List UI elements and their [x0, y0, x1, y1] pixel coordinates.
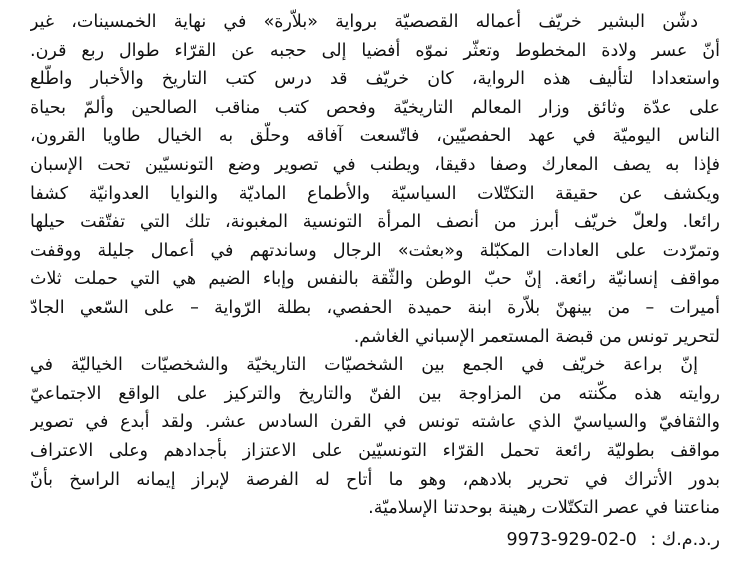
text-line: مناعتنا في عصر التكتّلات رهينة بوحدتنا الإسلاميّة.	[368, 498, 720, 519]
text-body	[30, 8, 720, 523]
text-line: مواقف بطوليّة رائعة تحمل القرّاء التونسيّين على الاعتزاز بأجدادهم وعلى الاعتراف	[30, 440, 720, 461]
isbn-number: 9973-929-02-0	[506, 530, 637, 550]
isbn-line	[506, 528, 720, 552]
text-line: فإذا به يصف المعارك وصفا دقيقا، ويطنب في تصوير وضع التونسيّين تحت الإسبان	[30, 154, 720, 175]
text-line: روايته هذه مكّنته من المزاوجة بين الفنّ والتاريخ والتركيز على الواقع الاجتماعيّ	[30, 383, 720, 404]
paragraph	[30, 351, 720, 523]
text-line: رائعا. ولعلّ خريّف أبرز من أنصف المرأة التونسية المغبونة، تلك التي تفتّقت حيلها	[30, 212, 720, 233]
isbn-label: ر.د.م.ك :	[650, 530, 720, 550]
text-line: أنّ عسر ولادة المخطوط وتعثّر نموّه أفضيا إلى حجبه عن القرّاء طوال ربع قرن.	[30, 40, 720, 61]
text-line: ويكشف عن حقيقة التكتّلات السياسيّة والأطماع الماديّة والنوايا العدوانيّة كشفا	[30, 183, 720, 204]
text-line: أميرات – من بينهنّ بلاّرة ابنة حميدة الحفصي، بطلة الرّواية – على السّعي الجادّ	[30, 297, 720, 318]
text-line: بدور الأتراك في تحرير بلادهم، وهو ما أتاح له الفرصة لإبراز إيمانه الراسخ بأنّ	[30, 469, 720, 490]
book-back-cover-text	[30, 8, 720, 553]
text-line: الناس اليوميّة في عهد الحفصيّين، فاتّسعت آفاقه وحلّق به الخيال طاويا القرون،	[30, 126, 720, 147]
paragraph	[30, 8, 720, 351]
text-line: مواقف إنسانيّة رائعة. إنّ حبّ الوطن والثّقة بالنفس وإباء الضيم هي التي حملت ثلاث	[30, 269, 720, 290]
text-line: والثقافيّ والسياسيّ الذي عاشته تونس في القرن السادس عشر. ولقد أبدع في تصوير	[30, 412, 720, 433]
text-line: على عدّة وثائق وزار المعالم التاريخيّة وفحص كتب مناقب الصالحين وألمّ بحياة	[30, 97, 720, 118]
text-line: لتحرير تونس من قبضة المستعمر الإسباني الغاشم.	[353, 326, 720, 347]
text-line: دشّن البشير خريّف أعماله القصصيّة برواية «بلاّرة» في نهاية الخمسينات، غير	[30, 12, 698, 32]
text-line: وتمرّدت على العادات المكبّلة و«بعثت» الرجال وساندتهم في أعمال جليلة ووقفت	[30, 240, 720, 261]
text-line: واستعدادا لتأليف هذه الرواية، كان خريّف قد درس كتب التاريخ والأخبار واطّلع	[30, 69, 720, 90]
text-line: إنّ براعة خريّف في الجمع بين الشخصيّات التاريخيّة والشخصيّات الخياليّة في	[30, 355, 698, 376]
